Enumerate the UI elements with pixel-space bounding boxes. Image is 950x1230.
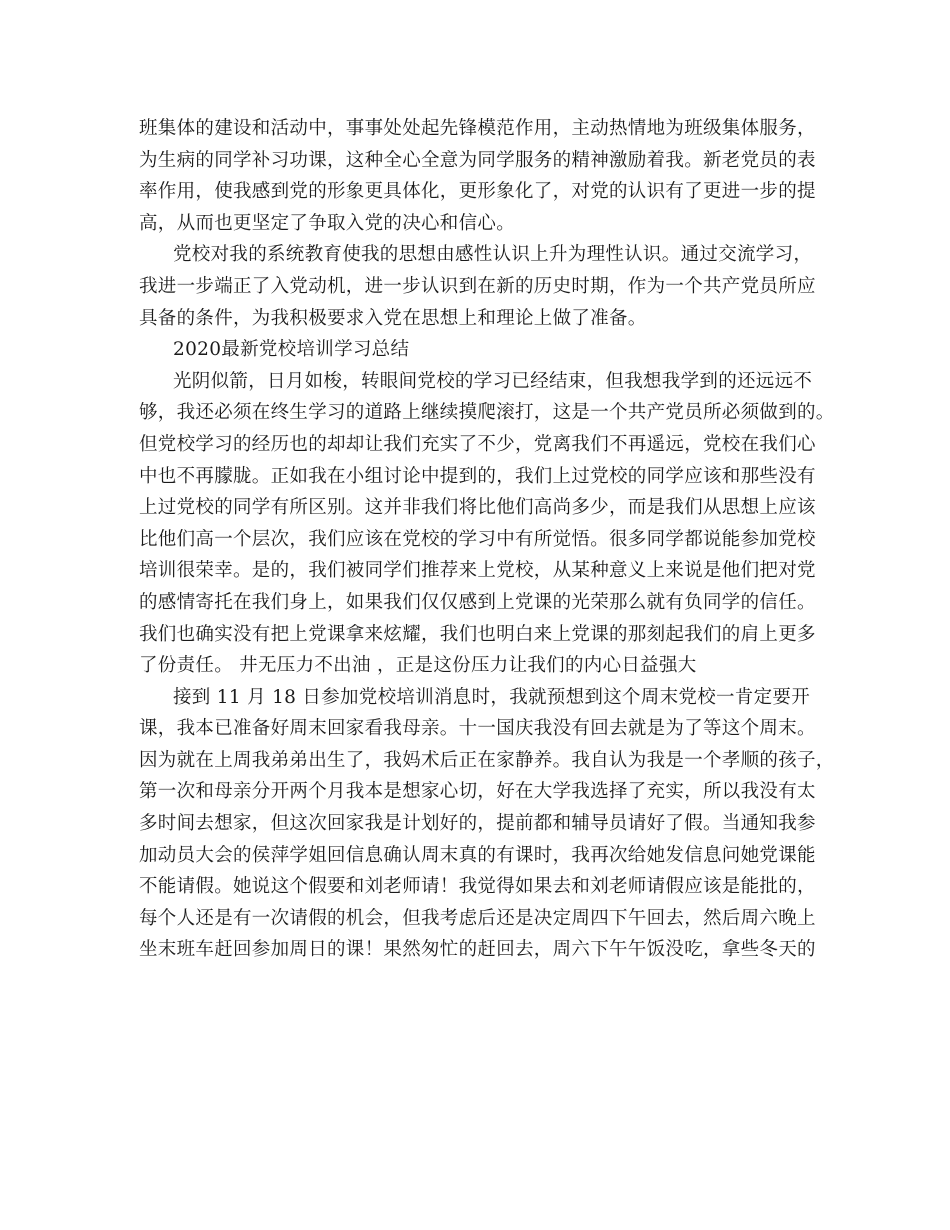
text-line: 比他们高一个层次，我们应该在党校的学习中有所觉悟。很多同学都说能参加党校 — [139, 528, 816, 550]
text-line: 具备的条件，为我积极要求入党在思想上和理论上做了准备。 — [139, 307, 647, 329]
text-line: 够，我还必须在终生学习的道路上继续摸爬滚打，这是一个共产党员所必须做到的。 — [139, 402, 835, 424]
text-line: 班集体的建设和活动中，事事处处起先锋模范作用，主动热情地为班级集体服务， — [139, 118, 816, 139]
text-line: 上过党校的同学有所区别。这并非我们将比他们高尚多少，而是我们从思想上应该 — [139, 497, 816, 519]
text-line: 第一次和母亲分开两个月我本是想家心切，好在大学我选择了充实，所以我没有太 — [139, 781, 816, 803]
text-line: 每个人还是有一次请假的机会，但我考虑后还是决定周四下午回去，然后周六晚上 — [139, 907, 816, 929]
text-line: 因为就在上周我弟弟出生了，我妈术后正在家静养。我自认为我是一个孝顺的孩子， — [139, 749, 835, 771]
text-line: 但党校学习的经历也的却却让我们充实了不少，党离我们不再遥远，党校在我们心 — [139, 433, 816, 455]
text-line: 我们也确实没有把上党课拿来炫耀，我们也明白来上党课的那刻起我们的肩上更多 — [139, 623, 816, 645]
text-line: 党校对我的系统教育使我的思想由感性认识上升为理性认识。通过交流学习， — [173, 244, 813, 266]
text-line: 接到 11 月 18 日参加党校培训消息时，我就预想到这个周末党校一肯定要开 — [173, 686, 811, 708]
text-line: 我进一步端正了入党动机，进一步认识到在新的历史时期，作为一个共产党员所应 — [139, 275, 816, 297]
text-line: 高，从而也更坚定了争取入党的决心和信心。 — [139, 212, 516, 234]
text-line: 光阴似箭，日月如梭，转眼间党校的学习已经结束，但我想我学到的还远远不 — [173, 370, 813, 392]
document-body — [139, 113, 835, 966]
text-line: 培训很荣幸。是的，我们被同学们推荐来上党校，从某种意义上来说是他们把对党 — [139, 560, 816, 582]
text-line: 为生病的同学补习功课，这种全心全意为同学服务的精神激励着我。新老党员的表 — [139, 149, 816, 171]
text-line: 不能请假。她说这个假要和刘老师请！我觉得如果去和刘老师请假应该是能批的， — [139, 876, 816, 898]
text-line: 中也不再朦胧。正如我在小组讨论中提到的，我们上过党校的同学应该和那些没有 — [139, 465, 816, 487]
text-line: 率作用，使我感到党的形象更具体化，更形象化了，对党的认识有了更进一步的提 — [139, 181, 816, 203]
text-line: 加动员大会的侯萍学姐回信息确认周末真的有课时，我再次给她发信息问她党课能 — [139, 844, 816, 866]
text-line: 多时间去想家，但这次回家我是计划好的，提前都和辅导员请好了假。当通知我参 — [139, 813, 816, 835]
text-line: 坐末班车赶回参加周日的课！果然匆忙的赶回去，周六下午午饭没吃，拿些冬天的 — [139, 939, 816, 961]
text-line: 课，我本已准备好周末回家看我母亲。十一国庆我没有回去就是为了等这个周末。 — [139, 718, 816, 740]
text-line: 的感情寄托在我们身上，如果我们仅仅感到上党课的光荣那么就有负同学的信任。 — [139, 591, 816, 613]
text-line: 2020最新党校培训学习总结 — [173, 339, 410, 361]
text-line: 了份责任。 井无压力不出油 ，正是这份压力让我们的内心日益强大 — [139, 655, 697, 677]
